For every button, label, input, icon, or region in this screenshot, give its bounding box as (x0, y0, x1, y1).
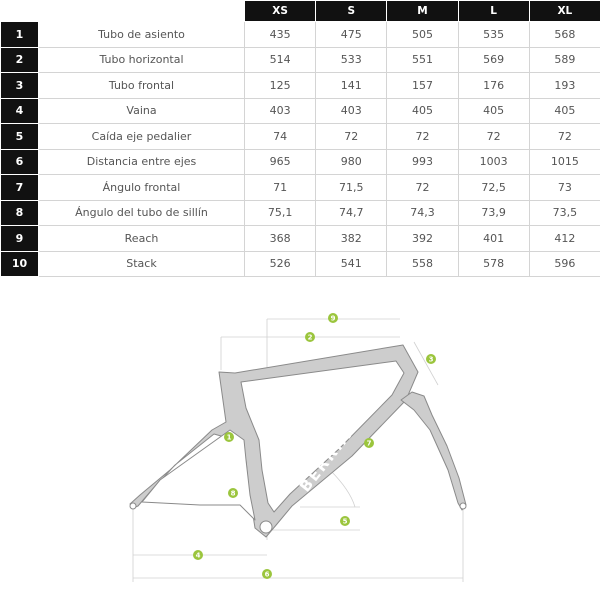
row-value: 551 (387, 47, 458, 73)
row-value: 535 (458, 22, 529, 48)
row-value: 405 (529, 98, 600, 124)
table-row (1, 47, 600, 73)
callout-8 (228, 488, 238, 498)
frame-diagram (0, 300, 600, 600)
row-number: 5 (1, 124, 39, 150)
row-value: 141 (316, 73, 387, 99)
row-number: 9 (1, 226, 39, 252)
row-value: 578 (458, 251, 529, 277)
row-number: 10 (1, 251, 39, 277)
row-value: 980 (316, 149, 387, 175)
size-header: L (458, 1, 529, 22)
callout-2 (305, 332, 315, 342)
row-label: Tubo horizontal (39, 47, 245, 73)
callout-4 (193, 550, 203, 560)
svg-text:9: 9 (330, 314, 336, 323)
row-value: 193 (529, 73, 600, 99)
row-value: 73,9 (458, 200, 529, 226)
row-value: 72 (458, 124, 529, 150)
callout-7 (364, 438, 374, 448)
row-value: 475 (316, 22, 387, 48)
row-value: 533 (316, 47, 387, 73)
row-value: 382 (316, 226, 387, 252)
row-number: 3 (1, 73, 39, 99)
bike-frame (130, 345, 466, 537)
row-value: 514 (245, 47, 316, 73)
row-label: Ángulo frontal (39, 175, 245, 201)
row-value: 125 (245, 73, 316, 99)
row-value: 1015 (529, 149, 600, 175)
table-row (1, 98, 600, 124)
svg-text:6: 6 (264, 570, 270, 579)
row-value: 75,1 (245, 200, 316, 226)
size-header-row (1, 1, 600, 22)
row-value: 596 (529, 251, 600, 277)
row-value: 568 (529, 22, 600, 48)
row-value: 589 (529, 47, 600, 73)
row-number: 1 (1, 22, 39, 48)
callout-6 (262, 569, 272, 579)
bottom-bracket (260, 521, 272, 533)
row-value: 368 (245, 226, 316, 252)
row-value: 74,3 (387, 200, 458, 226)
row-number: 7 (1, 175, 39, 201)
table-row (1, 175, 600, 201)
svg-text:5: 5 (342, 517, 348, 526)
header-blank (39, 1, 245, 22)
row-label: Tubo frontal (39, 73, 245, 99)
row-label: Caída eje pedalier (39, 124, 245, 150)
svg-text:1: 1 (226, 433, 232, 442)
row-number: 2 (1, 47, 39, 73)
front-fork (401, 392, 466, 510)
callout-3 (426, 354, 436, 364)
table-row (1, 22, 600, 48)
size-header: XS (245, 1, 316, 22)
row-value: 73,5 (529, 200, 600, 226)
table-row (1, 251, 600, 277)
row-value: 541 (316, 251, 387, 277)
row-value: 401 (458, 226, 529, 252)
row-value: 993 (387, 149, 458, 175)
row-value: 157 (387, 73, 458, 99)
row-value: 403 (245, 98, 316, 124)
row-value: 72 (529, 124, 600, 150)
row-value: 435 (245, 22, 316, 48)
row-label: Reach (39, 226, 245, 252)
frame-window (241, 361, 404, 512)
row-value: 558 (387, 251, 458, 277)
row-value: 71,5 (316, 175, 387, 201)
row-value: 403 (316, 98, 387, 124)
row-value: 72 (387, 175, 458, 201)
row-number: 6 (1, 149, 39, 175)
row-value: 72,5 (458, 175, 529, 201)
rear-dropout (130, 503, 136, 509)
row-label: Vaina (39, 98, 245, 124)
table-row (1, 200, 600, 226)
row-number: 4 (1, 98, 39, 124)
row-value: 1003 (458, 149, 529, 175)
size-header: S (316, 1, 387, 22)
row-label: Ángulo del tubo de sillín (39, 200, 245, 226)
row-value: 73 (529, 175, 600, 201)
svg-text:2: 2 (307, 333, 313, 342)
svg-text:4: 4 (195, 551, 201, 560)
row-label: Stack (39, 251, 245, 277)
size-header: M (387, 1, 458, 22)
row-value: 569 (458, 47, 529, 73)
callout-9 (328, 313, 338, 323)
svg-text:3: 3 (428, 355, 434, 364)
row-value: 72 (316, 124, 387, 150)
geometry-table (0, 0, 600, 277)
row-value: 405 (387, 98, 458, 124)
row-label: Distancia entre ejes (39, 149, 245, 175)
row-value: 405 (458, 98, 529, 124)
callout-5 (340, 516, 350, 526)
row-number: 8 (1, 200, 39, 226)
row-value: 74,7 (316, 200, 387, 226)
row-value: 392 (387, 226, 458, 252)
table-row (1, 226, 600, 252)
table-row (1, 124, 600, 150)
svg-text:8: 8 (230, 489, 236, 498)
row-value: 412 (529, 226, 600, 252)
table-row (1, 149, 600, 175)
svg-text:7: 7 (366, 439, 372, 448)
table-row (1, 73, 600, 99)
frame-logo: BERRIA (295, 426, 356, 496)
row-label: Tubo de asiento (39, 22, 245, 48)
row-value: 71 (245, 175, 316, 201)
row-value: 72 (387, 124, 458, 150)
row-value: 176 (458, 73, 529, 99)
callout-1 (224, 432, 234, 442)
row-value: 74 (245, 124, 316, 150)
size-header: XL (529, 1, 600, 22)
fork-dropout (460, 503, 466, 509)
row-value: 505 (387, 22, 458, 48)
row-value: 965 (245, 149, 316, 175)
row-value: 526 (245, 251, 316, 277)
header-blank (1, 1, 39, 22)
